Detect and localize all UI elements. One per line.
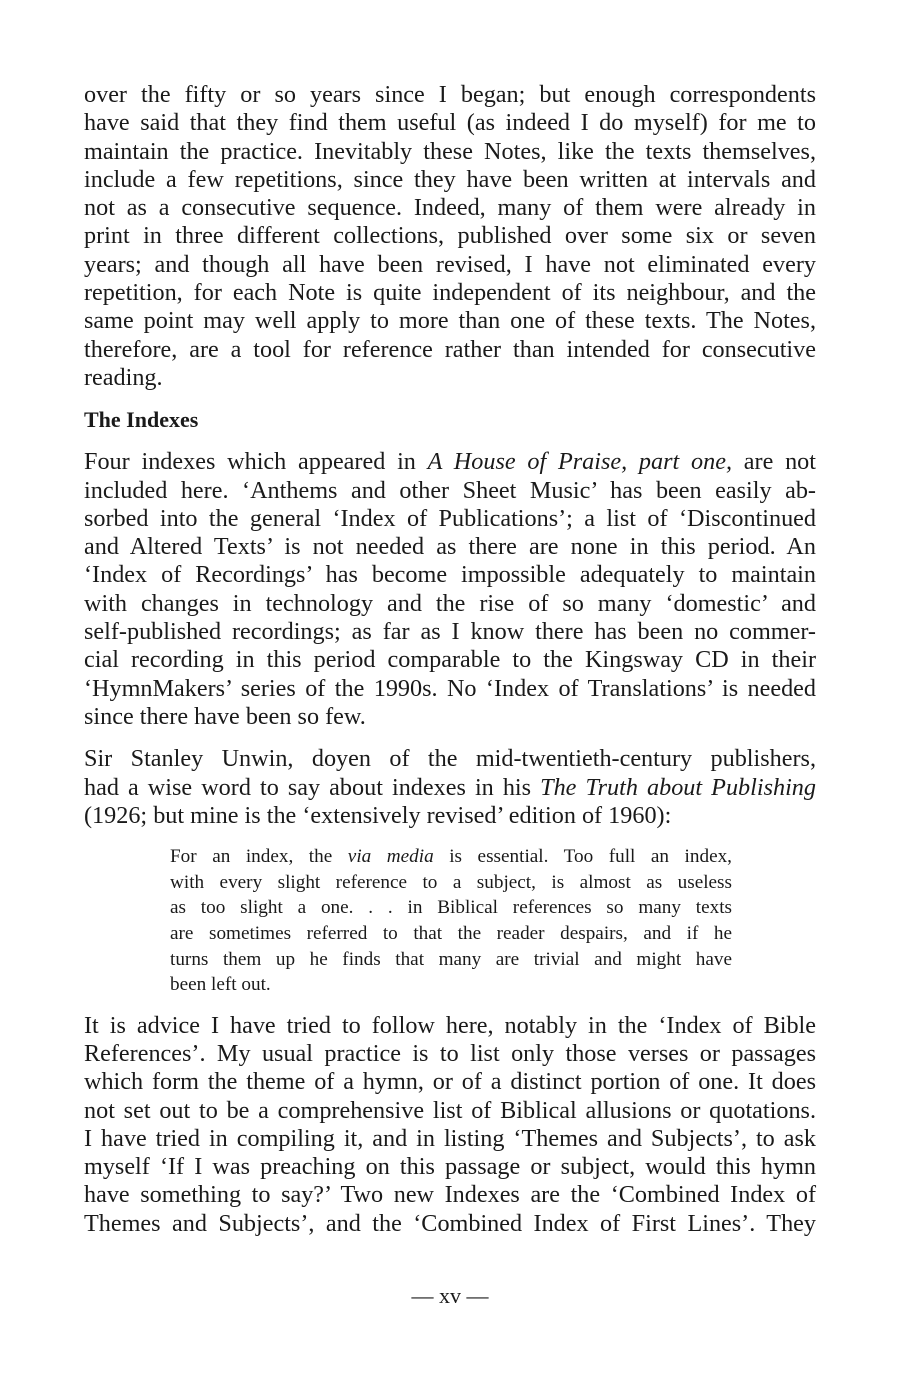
text-line: since there have been so few.: [84, 702, 366, 730]
text-line: [84, 448, 816, 476]
text-line: cial recording in this period comparable to the Kingsway CD in their: [84, 646, 816, 674]
text-line: years; and though all have been revised, I have not eliminated every: [84, 250, 816, 278]
text-run: Four indexes which appeared in: [84, 448, 428, 476]
text-run: For an index, the: [170, 846, 348, 868]
text-line: ‘HymnMakers’ series of the 1990s. No ‘Index of Translations’ is needed: [84, 674, 816, 702]
text-line: I have tried in compiling it, and in listing ‘Themes and Subjects’, to ask: [84, 1124, 816, 1152]
text-run: had a wise word to say about indexes in his: [84, 773, 541, 801]
text-line: print in three different collections, published over some six or seven: [84, 222, 816, 250]
paragraph-unwin-intro: [84, 745, 816, 830]
text-line: repetition, for each Note is quite independent of its neighbour, and the: [84, 279, 816, 307]
section-heading-indexes: The Indexes: [84, 407, 199, 433]
text-line: reading.: [84, 363, 163, 391]
text-line: included here. ‘Anthems and other Sheet Music’ has been easily ab-: [84, 476, 816, 504]
text-line: have said that they find them useful (as indeed I do myself) for me to: [84, 109, 816, 137]
text-line: It is advice I have tried to follow here, notably in the ‘Index of Bible: [84, 1011, 816, 1039]
text-line: [84, 774, 816, 802]
text-line: have something to say?’ Two new Indexes are the ‘Combined Index of: [84, 1181, 816, 1209]
text-line: self-published recordings; as far as I know there has been no commer-: [84, 618, 816, 646]
text-line: sorbed into the general ‘Index of Publications’; a list of ‘Discontinued: [84, 504, 816, 532]
book-title-italic: The Truth about Publishing: [540, 773, 816, 801]
paragraph-notes-continuation: [84, 81, 816, 392]
quote-line: been left out.: [170, 974, 271, 996]
text-run: are not: [732, 448, 816, 476]
text-line: same point may well apply to more than one of these texts. The Notes,: [84, 307, 816, 335]
text-line: (1926; but mine is the ‘extensively revised’ edition of 1960):: [84, 801, 672, 829]
text-line: References’. My usual practice is to list only those verses or passages: [84, 1039, 816, 1067]
book-page: [84, 81, 816, 1252]
text-line: ‘Index of Recordings’ has become impossible adequately to maintain: [84, 561, 816, 589]
quote-line: [170, 844, 732, 870]
text-line: include a few repetitions, since they have been written at intervals and: [84, 165, 816, 193]
text-line: not set out to be a comprehensive list of Biblical allusions or quotations.: [84, 1096, 816, 1124]
text-line: not as a consecutive sequence. Indeed, many of them were already in: [84, 194, 816, 222]
text-line: maintain the practice. Inevitably these Notes, like the texts themselves,: [84, 137, 816, 165]
block-quote-unwin: [170, 844, 732, 998]
quote-line: with every slight reference to a subject, is almost as useless: [170, 871, 732, 893]
page-number: — xv —: [411, 1283, 489, 1308]
latin-phrase-italic: via media: [347, 846, 434, 868]
text-line: Sir Stanley Unwin, doyen of the mid-twentieth-century publishers,: [84, 745, 816, 773]
text-line: myself ‘If I was preaching on this passage or subject, would this hymn: [84, 1153, 816, 1181]
text-line: over the fifty or so years since I began; but enough correspondents: [84, 81, 816, 108]
quote-line: turns them up he finds that many are trivial and might have: [170, 948, 732, 970]
paragraph-omitted-indexes: [84, 448, 816, 731]
quote-line: as too slight a one. . . in Biblical references so many texts: [170, 897, 732, 919]
text-line: Themes and Subjects’, and the ‘Combined Index of First Lines’. They: [84, 1209, 816, 1237]
text-line: and Altered Texts’ is not needed as there are none in this period. An: [84, 533, 816, 561]
text-run: is essential. Too full an index,: [433, 846, 732, 868]
quote-line: are sometimes referred to that the reader despairs, and if he: [170, 922, 732, 944]
text-line: with changes in technology and the rise of so many ‘domestic’ and: [84, 589, 816, 617]
text-line: therefore, are a tool for reference rather than intended for consecutive: [84, 335, 816, 363]
book-title-italic: A House of Praise, part one,: [427, 448, 732, 476]
paragraph-bible-references: [84, 1012, 816, 1238]
text-line: which form the theme of a hymn, or of a distinct portion of one. It does: [84, 1068, 816, 1096]
